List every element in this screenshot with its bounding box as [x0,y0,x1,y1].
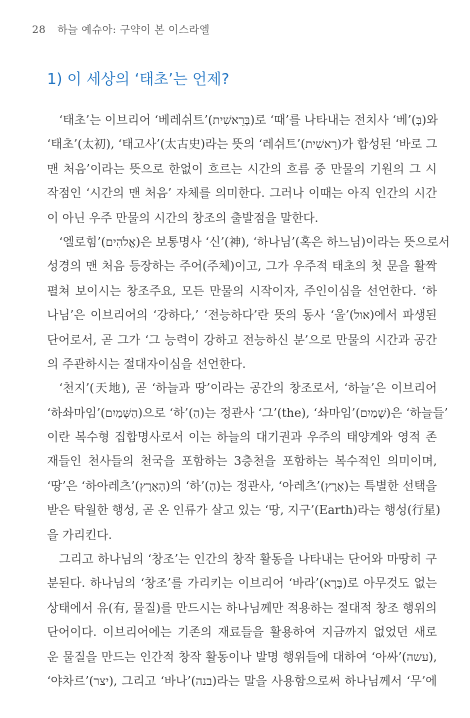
body-text [47,108,450,693]
text-line: 맨 처음’이라는 뜻으로 한없이 흐르는 시간의 흐름 중 만물의 기원의 그 시 [47,161,437,176]
text-line: 받은 탁월한 행성, 곧 온 인류가 살고 있는 ‘땅, 지구’(Earth)라는 행성(行星) [47,503,441,518]
text-line: 펼쳐 보이시는 창조주요, 모든 만물의 시작이자, 주인이심을 선언한다. ‘하 [47,283,437,298]
text-line: 분된다. 하나님의 ‘창조’를 가리키는 이브리어 ‘바라’(בָּרָא)로 아무것도 없는 [47,576,437,591]
text-line: ‘엘로힘’(אֱלֹהִים)은 보통명사 ‘신’(神), ‘하나님’(혹은 하느님)이라는 뜻으로서 [59,234,450,249]
book-title: 하늘 예슈아: 구약이 본 이스라엘 [57,24,210,36]
text-line: ‘태초’는 이브리어 ‘베레쉬트’(בְּרֵאשִׁית)로 ‘때’를 나타내는 전치사 ‘베’(בְּ)와 [59,113,438,127]
text-line: 상태에서 유(有, 물질)를 만드시는 하나님께만 적용하는 절대적 창조 행위의 [47,600,437,615]
running-header [32,22,210,37]
section-heading: 1) 이 세상의 ‘태초’는 언제? [47,70,230,88]
text-line: ‘천지’(天地), 곧 ‘하늘과 땅’이라는 공간의 창조로서, ‘하늘’은 이브리어 [59,381,437,396]
text-line: ‘땅’은 ‘하아레츠’(הָאָרֶץ)의 ‘하’(הָ)는 정관사, ‘아레츠’(אֶרֶץ)는 특별한 선택을 [47,478,437,493]
text-line: 의 주관하시는 절대자이심을 선언한다. [47,356,246,371]
text-line: 작점인 ‘시간의 맨 처음’ 자체를 의미한다. 그러나 이때는 아직 인간의 시간 [47,186,437,201]
text-line: 운 물질을 만드는 인간적 창작 활동이나 발명 행위들에 대하여 ‘아싸’(עשה), [47,649,437,664]
text-line: 이란 복수형 집합명사로서 이는 하늘의 대기권과 우주의 태양계와 영적 존 [47,430,437,445]
text-line: 을 가리킨다. [47,527,112,542]
text-line: ‘태초’(太初), ‘태고사’(太古史)라는 뜻의 ‘레쉬트’(רֵאשִׁית)가 합성된 ‘바로 그 [47,137,438,152]
text-line: 그리고 하나님의 ‘창조’는 인간의 창작 활동을 나타내는 단어와 마땅히 구 [59,552,437,567]
text-line: 나님’은 이브리어의 ‘강하다,’ ‘전능하다’란 뜻의 동사 ‘울’(אול)에서 파생된 [47,308,437,323]
text-line: 이 아닌 우주 만물의 시간의 창조의 출발점을 말한다. [47,210,319,225]
text-line: 재들인 천사들의 천국을 포함하는 3층천을 포함하는 복수적인 의미이며, [47,454,437,469]
text-line: 성경의 맨 처음 등장하는 주어(주체)이고, 그가 우주적 태초의 첫 문을 활짝 [47,259,437,274]
text-line: 단어이다. 이브리어에는 기존의 재료들을 활용하여 지금까지 없었던 새로 [47,625,437,640]
text-line: 단어로서, 곧 그가 ‘그 능력이 강하고 전능하신 분’으로 만물의 시간과 공간 [47,332,437,347]
text-line: ‘야차르’(יצר), 그리고 ‘바나’(בנה)라는 말을 사용함으로써 하나님께서 ‘무’에 [47,673,438,688]
text-line: ‘하솨마임’(הַשָּׁמַיִם)으로 ‘하’(הַ)는 정관사 ‘그’(the), ‘솨마임’(שָׁמַיִם)은 ‘하늘들’ [47,405,449,420]
page-number: 28 [32,24,46,36]
